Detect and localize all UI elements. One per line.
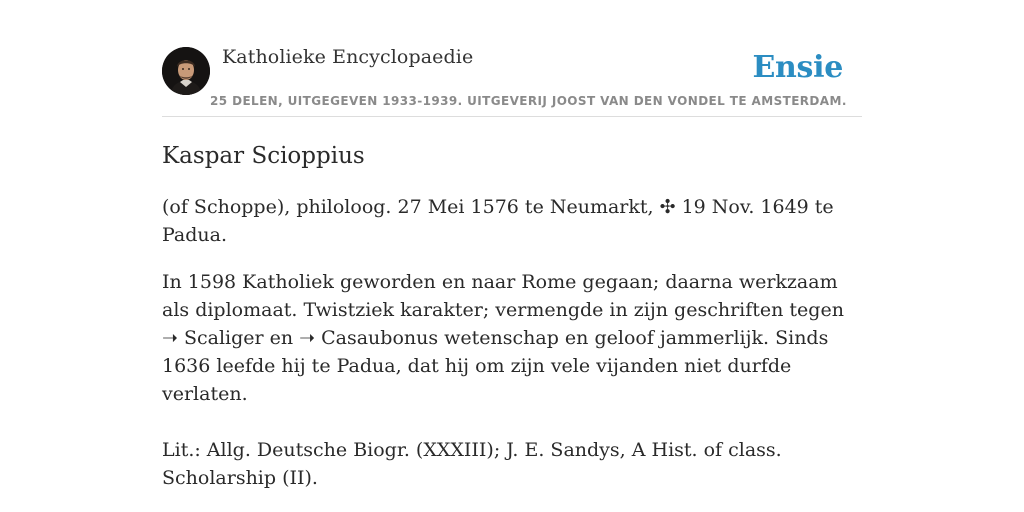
entry-card (162, 44, 862, 492)
entry-paragraph: In 1598 Katholiek geworden en naar Rome gegaan; daarna werkzaam als diplomaat. Twistziek karakter; vermengde in zijn geschriften tegen ➝ Scaliger en ➝ Casaubonus wetenschap en geloof jammerlijk. Sinds 1636 leefde hij te Padua, dat hij om zijn vele vijanden niet durfde verlaten. (162, 271, 844, 405)
portrait-avatar-icon[interactable] (162, 47, 210, 95)
entry-title: Kaspar Scioppius (162, 143, 365, 169)
entry-literature: Lit.: Allg. Deutsche Biogr. (XXXIII); J. E. Sandys, A Hist. of class. Scholarship (II). (162, 439, 782, 489)
source-meta: 25 DELEN, UITGEGEVEN 1933-1939. UITGEVERIJ JOOST VAN DEN VONDEL TE AMSTERDAM. (210, 94, 847, 108)
source-name[interactable]: Katholieke Encyclopaedie (222, 46, 474, 68)
entry-paragraph: (of Schoppe), philoloog. 27 Mei 1576 te Neumarkt, ✣ 19 Nov. 1649 te Padua. (162, 196, 834, 246)
source-header (162, 44, 862, 117)
ensie-logo[interactable]: Ensie (752, 50, 843, 85)
